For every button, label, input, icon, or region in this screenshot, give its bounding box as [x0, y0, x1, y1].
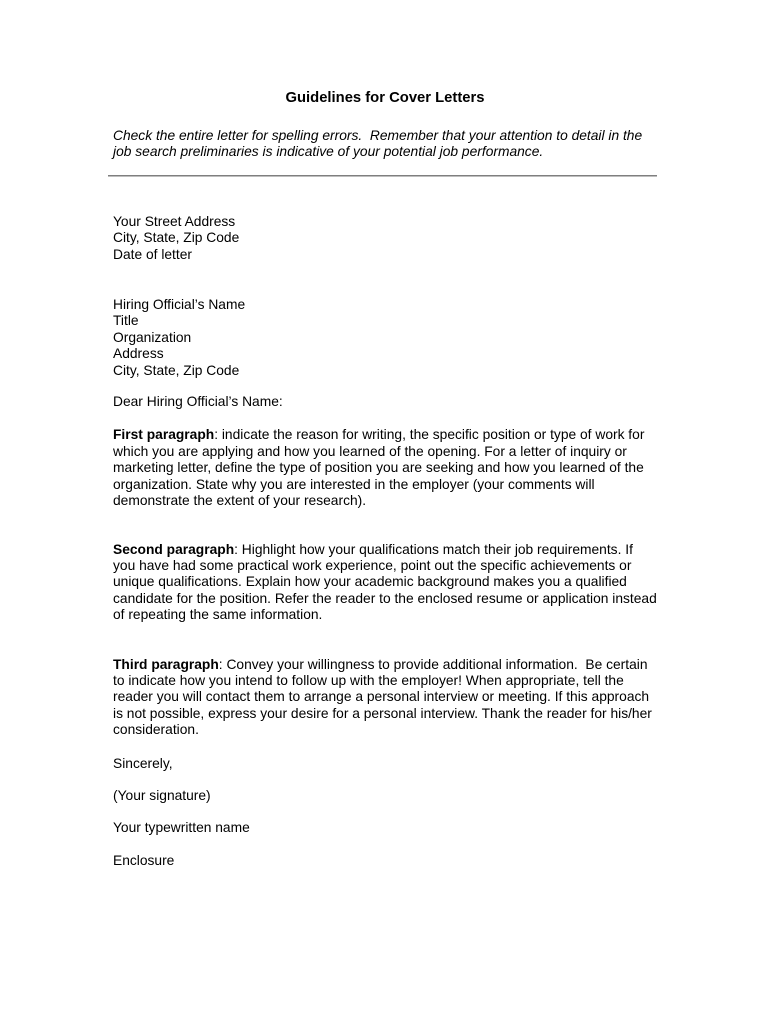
letter-date-line: Date of letter: [113, 246, 192, 262]
recipient-address-block: [113, 297, 657, 379]
first-paragraph-lead: First paragraph: [113, 427, 215, 443]
closing-typewritten-name: Your typewritten name: [113, 820, 250, 836]
closing-signature-placeholder: (Your signature): [113, 787, 211, 803]
second-paragraph: [113, 541, 661, 624]
salutation: Dear Hiring Official’s Name:: [113, 394, 283, 410]
recipient-organization-line: Organization: [113, 329, 192, 345]
sender-street-line: Your Street Address: [113, 213, 236, 229]
closing-enclosure: Enclosure: [113, 852, 175, 868]
second-paragraph-lead: Second paragraph: [113, 541, 235, 557]
horizontal-divider: [108, 175, 657, 177]
intro-note: Check the entire letter for spelling errors. Remember that your attention to detail in the job search preliminaries is indicative of your potential job performance.: [113, 128, 646, 160]
third-paragraph-lead: Third paragraph: [113, 656, 219, 672]
first-paragraph-text: : indicate the reason for writing, the specific position or type of work for which you are applying and how you learned of the opening. For a letter of inquiry or marketing letter, define the type of position you are seeking and how you learned of the organization. State why you are interested in the employer (your comments will demonstrate the extent of your research).: [113, 427, 649, 509]
recipient-address-line: Address: [113, 346, 164, 362]
closing-sincerely: Sincerely,: [113, 755, 173, 771]
document-content: [113, 90, 661, 869]
recipient-name-line: Hiring Official’s Name: [113, 297, 246, 313]
recipient-city-line: City, State, Zip Code: [113, 362, 240, 378]
sender-address-block: [113, 214, 657, 263]
first-paragraph: [113, 427, 657, 509]
document-title: Guidelines for Cover Letters: [285, 90, 485, 106]
second-paragraph-text: : Highlight how your qualifications match their job requirements. If you have had some practical work experience, point out the specific achievements or unique qualifications. Explain how your academic background makes you a qualified candidate for the position. Refer the reader to the enclosed resume or application instead of repeating the same information.: [113, 541, 661, 623]
sender-city-line: City, State, Zip Code: [113, 230, 240, 246]
recipient-title-line: Title: [113, 313, 139, 329]
third-paragraph: [113, 657, 657, 739]
third-paragraph-text: : Convey your willingness to provide additional information. Be certain to indicate how you intend to follow up with the employer! When appropriate, tell the reader you will contact them to arrange a personal interview or meeting. If this approach is not possible, express your desire for a personal interview. Thank the reader for his/her consideration.: [113, 656, 656, 738]
